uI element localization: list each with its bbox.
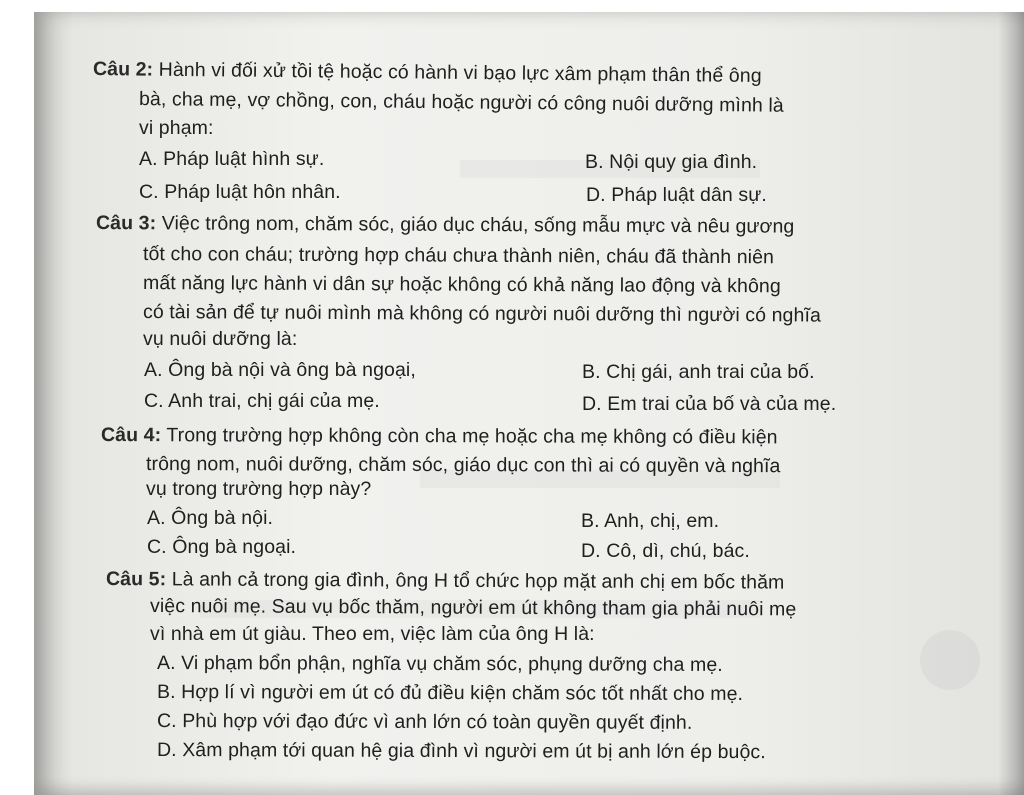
question-3-option-d: D. Em trai của bố và của mẹ. xyxy=(582,393,837,415)
question-2-line-1 xyxy=(93,58,762,88)
question-2-option-a: A. Pháp luật hình sự. xyxy=(139,148,325,170)
question-2-option-b: B. Nội quy gia đình. xyxy=(585,151,758,173)
question-5-option-d: D. Xâm phạm tới quan hệ gia đình vì người em út bị anh lớn ép buộc. xyxy=(156,739,766,764)
question-4-option-d: D. Cô, dì, chú, bác. xyxy=(581,540,750,562)
question-5-stem-3: vì nhà em út giàu. Theo em, việc làm của ông H là: xyxy=(150,623,595,645)
question-5-label: Câu 5: xyxy=(105,568,167,591)
question-3-stem-3: mất năng lực hành vi dân sự hoặc không có khả năng lao động và không xyxy=(142,272,781,298)
question-4-option-a: A. Ông bà nội. xyxy=(147,507,274,529)
question-2-label: Câu 2: xyxy=(92,58,154,81)
question-4-label: Câu 4: xyxy=(100,424,162,447)
question-2-stem-2: bà, cha mẹ, vợ chồng, con, cháu hoặc người có công nuôi dưỡng mình là xyxy=(138,88,784,117)
question-3-stem-5: vụ nuôi dưỡng là: xyxy=(143,328,298,350)
question-2-stem-1: Hành vi đối xử tồi tệ hoặc có hành vi bạo lực xâm phạm thân thể ông xyxy=(158,58,762,88)
question-3-label: Câu 3: xyxy=(95,212,157,235)
question-3-line-1 xyxy=(96,212,794,239)
question-4-stem-1: Trong trường hợp không còn cha mẹ hoặc cha mẹ không có điều kiện xyxy=(166,424,778,449)
question-5-option-c: C. Phù hợp với đạo đức vì anh lớn có toàn quyền quyết định. xyxy=(156,710,693,734)
question-3-option-c: C. Anh trai, chị gái của mẹ. xyxy=(144,390,380,412)
question-5-stem-2: việc nuôi mẹ. Sau vụ bốc thăm, người em út không tham gia phải nuôi mẹ xyxy=(149,595,797,621)
question-5-option-b: B. Hợp lí vì người em út có đủ điều kiện chăm sóc tốt nhất cho mẹ. xyxy=(156,681,744,706)
question-5-line-1 xyxy=(106,568,785,595)
question-5-option-a: A. Vi phạm bổn phận, nghĩa vụ chăm sóc, phụng dưỡng cha mẹ. xyxy=(156,652,723,676)
question-3-option-b: B. Chị gái, anh trai của bố. xyxy=(582,361,815,383)
question-3-stem-2: tốt cho con cháu; trường hợp cháu chưa thành niên, cháu đã thành niên xyxy=(142,243,775,269)
question-4-option-c: C. Ông bà ngoại. xyxy=(147,536,297,558)
question-3-option-a: A. Ông bà nội và ông bà ngoại, xyxy=(144,359,416,381)
question-2-option-c: C. Pháp luật hôn nhân. xyxy=(139,181,341,203)
question-5-stem-1: Là anh cả trong gia đình, ông H tổ chức họp mặt anh chị em bốc thăm xyxy=(171,568,785,594)
question-3-stem-4: có tài sản để tự nuôi mình mà không có người nuôi dưỡng thì người có nghĩa xyxy=(142,301,822,327)
question-2-option-d: D. Pháp luật dân sự. xyxy=(586,184,767,206)
question-3-stem-1: Việc trông nom, chăm sóc, giáo dục cháu, sống mẫu mực và nêu gương xyxy=(161,212,795,238)
question-4-stem-3: vụ trong trường hợp này? xyxy=(146,478,372,500)
question-4-stem-2: trông nom, nuôi dưỡng, chăm sóc, giáo dục con thì ai có quyền và nghĩa xyxy=(145,453,781,478)
question-4-option-b: B. Anh, chị, em. xyxy=(581,510,720,532)
question-4-line-1 xyxy=(101,424,778,449)
question-2-stem-3: vi phạm: xyxy=(139,117,214,139)
